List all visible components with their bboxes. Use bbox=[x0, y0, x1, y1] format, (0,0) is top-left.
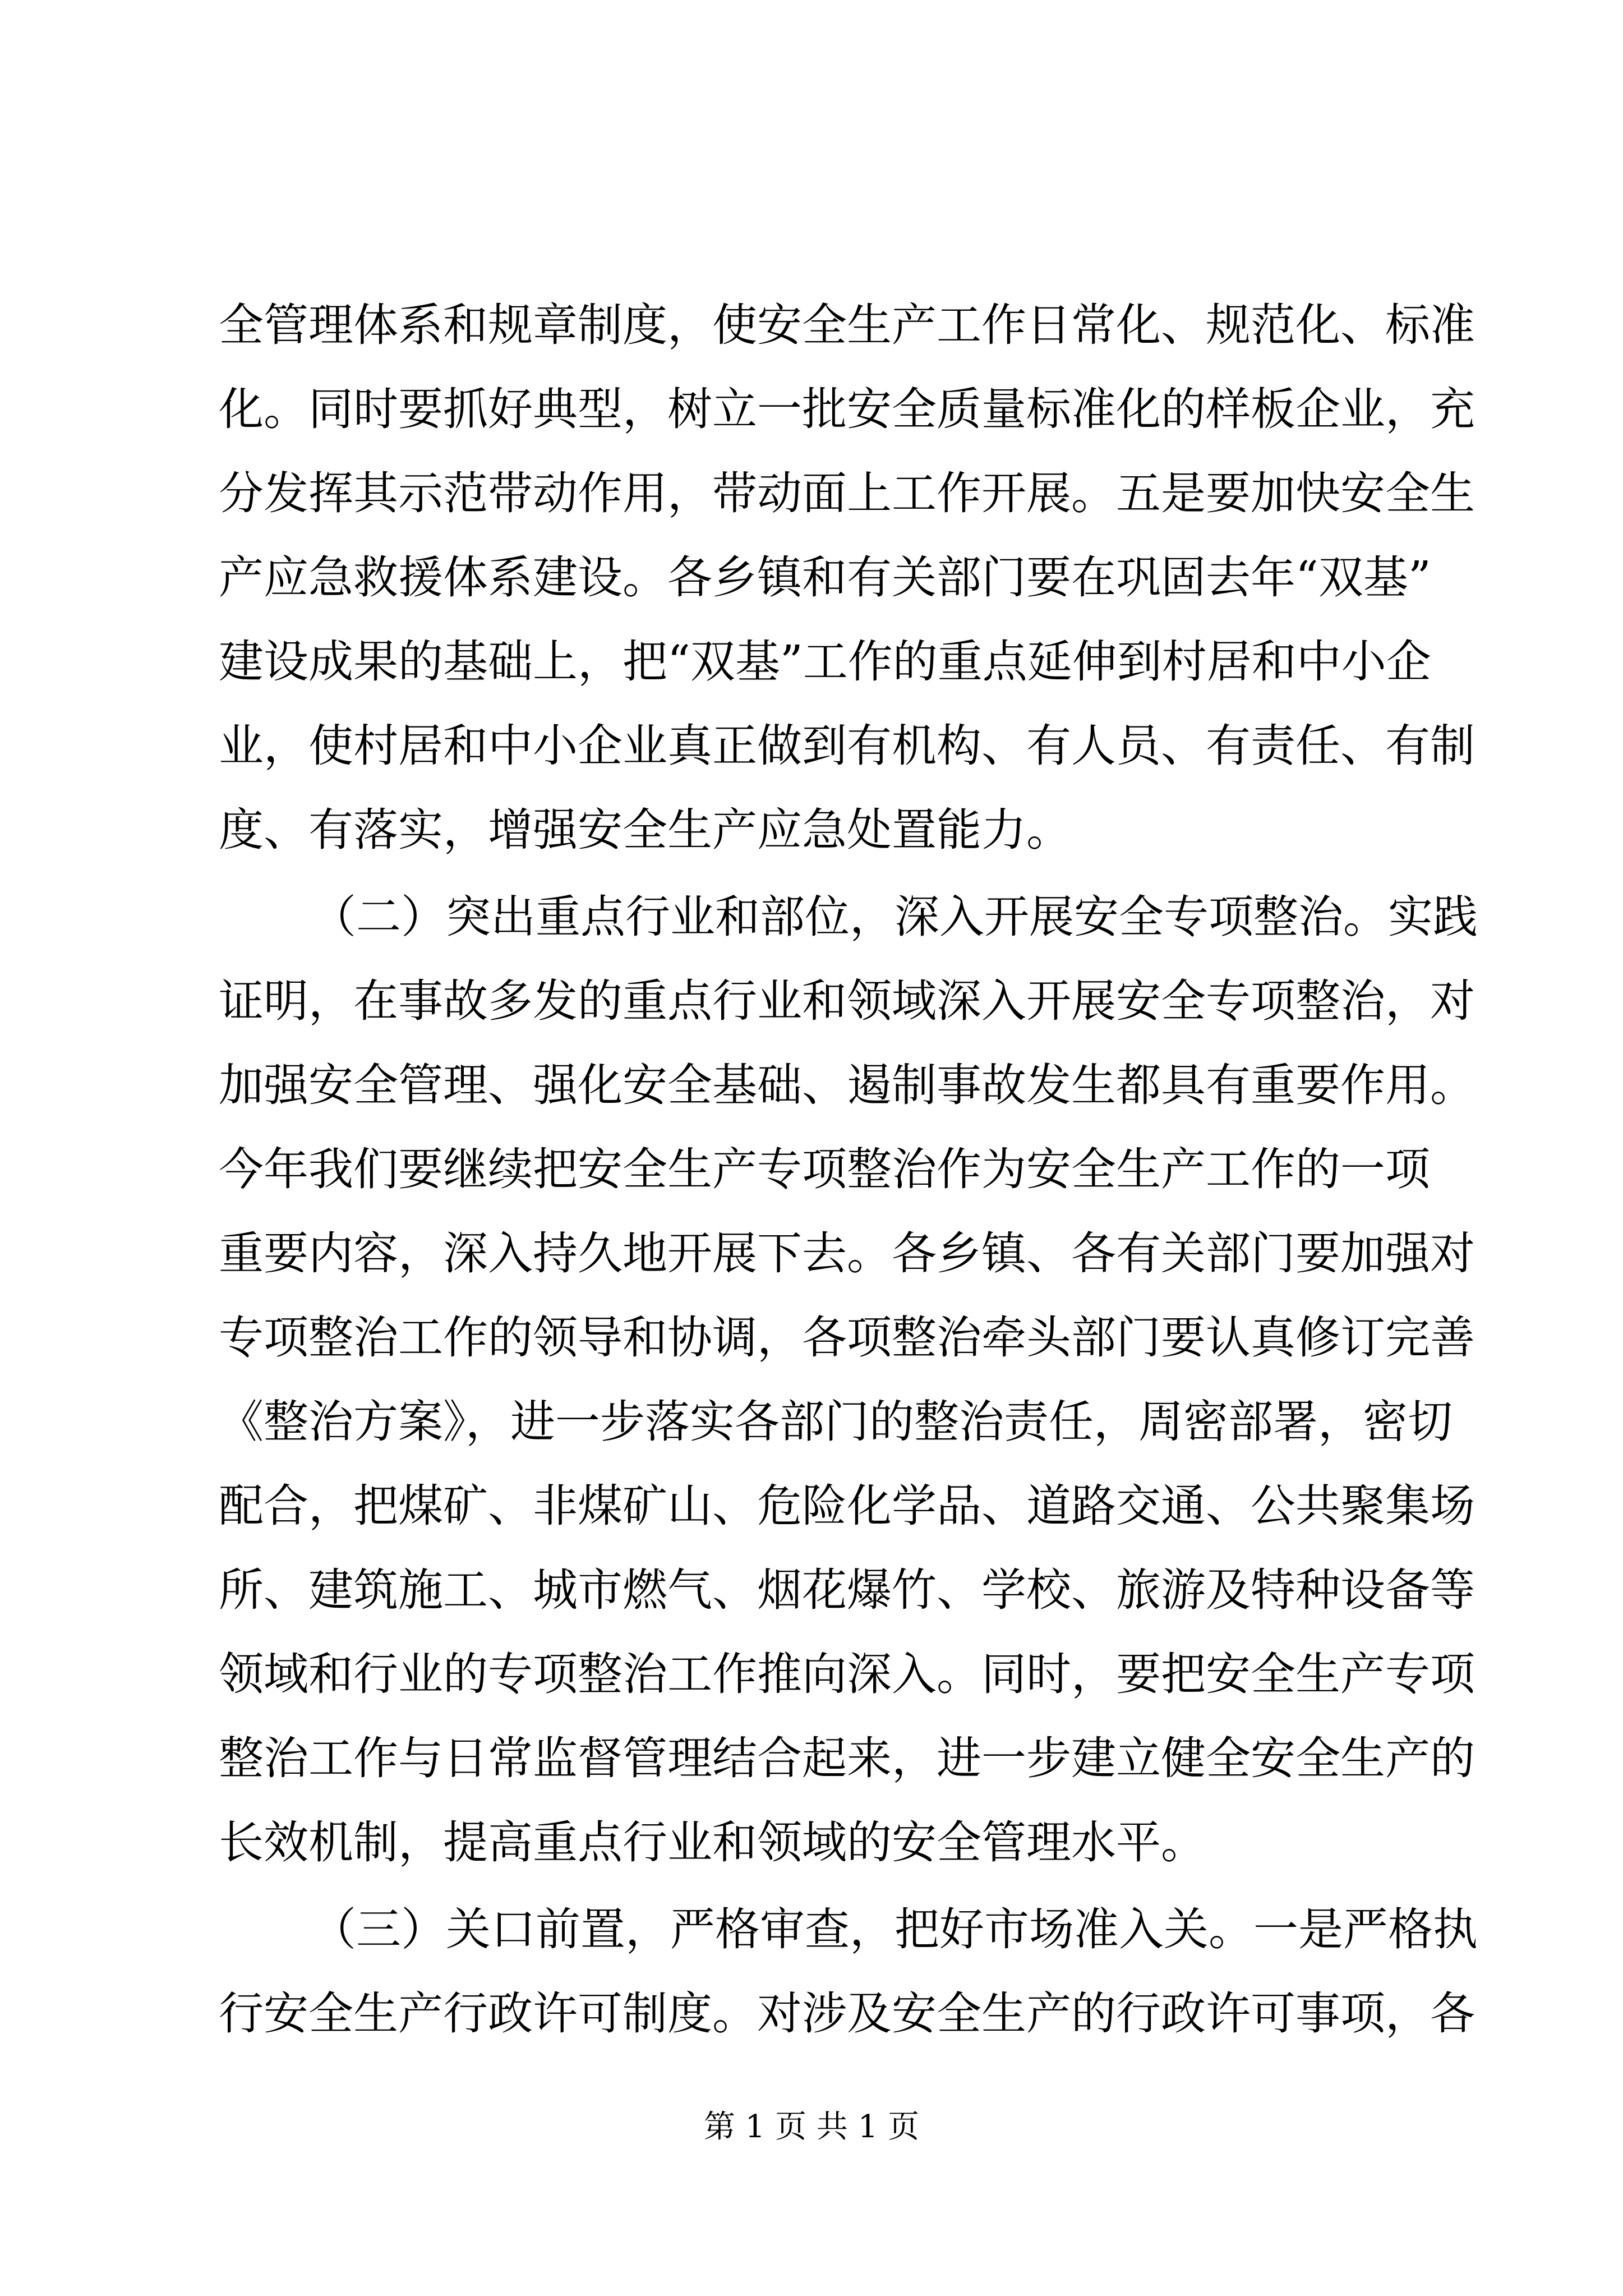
text-line: 今年我们要继续把安全生产专项整治作为安全生产工作的一项 bbox=[219, 1143, 1430, 1195]
text-line: 化。同时要抓好典型，树立一批安全质量标准化的样板企业，充 bbox=[219, 383, 1475, 435]
text-line: 所、建筑施工、城市燃气、烟花爆竹、学校、旅游及特种设备等 bbox=[219, 1564, 1475, 1616]
text-line: 整治工作与日常监督管理结合起来，进一步建立健全安全生产的 bbox=[219, 1732, 1475, 1784]
text-line: 配合，把煤矿、非煤矿山、危险化学品、道路交通、公共聚集场 bbox=[219, 1480, 1475, 1532]
paragraph-heading-2: （二）突出重点行业和部位，深入开展安全专项整治。实践 bbox=[311, 891, 1478, 943]
text-line: 分发挥其示范带动作用，带动面上工作开展。五是要加快安全生 bbox=[219, 467, 1475, 519]
text-line: 加强安全管理、强化安全基础、遏制事故发生都具有重要作用。 bbox=[219, 1059, 1475, 1111]
text-line: 长效机制，提高重点行业和领域的安全管理水平。 bbox=[219, 1816, 1206, 1869]
text-line: 全管理体系和规章制度，使安全生产工作日常化、规范化、标准 bbox=[219, 299, 1475, 351]
text-line: 度、有落实，增强安全生产应急处置能力。 bbox=[219, 804, 1071, 856]
text-line: 领域和行业的专项整治工作推向深入。同时，要把安全生产专项 bbox=[219, 1648, 1475, 1700]
text-line: 业，使村居和中小企业真正做到有机构、有人员、有责任、有制 bbox=[219, 720, 1475, 772]
text-line: 产应急救援体系建设。各乡镇和有关部门要在巩固去年“双基” bbox=[219, 551, 1431, 604]
paragraph-heading-3: （三）关口前置，严格审查，把好市场准入关。一是严格执 bbox=[311, 1903, 1478, 1955]
page-number-footer: 第 1 页 共 1 页 bbox=[703, 2109, 920, 2145]
text-line: 重要内容，深入持久地开展下去。各乡镇、各有关部门要加强对 bbox=[219, 1227, 1475, 1280]
text-line: 行安全生产行政许可制度。对涉及安全生产的行政许可事项，各 bbox=[219, 1987, 1475, 2040]
text-line: 建设成果的基础上，把“双基”工作的重点延伸到村居和中小企 bbox=[219, 636, 1431, 688]
text-line: 专项整治工作的领导和协调，各项整治牵头部门要认真修订完善 bbox=[219, 1312, 1475, 1364]
text-line: 《整治方案》，进一步落实各部门的整治责任，周密部署，密切 bbox=[219, 1396, 1453, 1448]
text-line: 证明，在事故多发的重点行业和领域深入开展安全专项整治，对 bbox=[219, 975, 1475, 1027]
